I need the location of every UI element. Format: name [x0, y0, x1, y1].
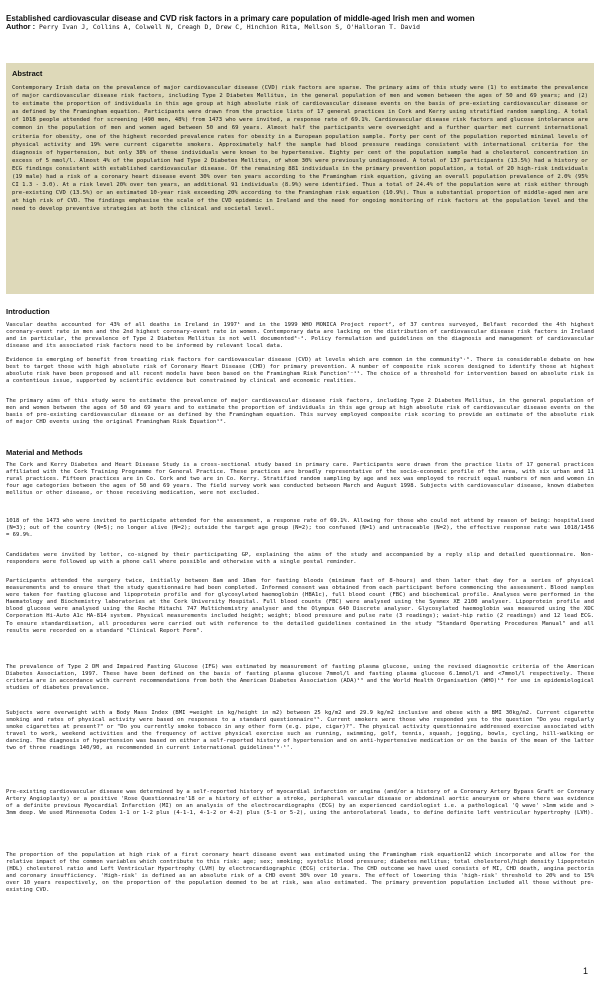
author-label: Author :	[6, 22, 36, 31]
intro-paragraph-2: Evidence is emerging of benefit from treating risk factors for cardiovascular disease (CVD) at levels which are common in the community⁵˒⁶. There is considerable debate on how best to target those with high absolute risk of Coronary Heart Disease (CHD) for primary prevention. A number of composite risk scores designed to identify those at highest absolute risk have been proposed and all recent models have been based on the Framingham Risk Function⁷⁻¹¹. The choice of a threshold for intervention based on absolute risk is a contentious issue, supported by scientific evidence but constrained by clinical and economic realities.	[6, 357, 594, 385]
page-number: 1	[582, 966, 588, 976]
methods-paragraph-6: Subjects were overweight with a Body Mass Index (BMI =weight in kg/height in m2) between 25 kg/m2 and 29.9 kg/m2 inclusive and obese with a BMI 30kg/m2. Current cigarette smoking and rates of physical activity were based on responses to a standard questionnaire¹⁵. Current smokers were those who responded yes to the question "Do you regularly smoke cigarettes at present?" or "Do you currently smoke tobacco in any other form (e.g. pipe, cigar)?". The physical activity questionnaire addressed exercise associated with travel to work, weekend activities and the frequency of active physical exercise such as running, swimming, golf, tennis, squash, jogging, bowls, cycling, hill-walking or dancing. The diagnosis of hypertension was based on either a self-reported history of hypertension and on anti-hypertensive medication or on the basis of the mean of the latter two of three readings 140/90, as recommended in current international guidelines¹⁶˒¹⁷.	[6, 710, 594, 752]
methods-paragraph-1: The Cork and Kerry Diabetes and Heart Disease Study is a cross-sectional study based in primary care. Participants were drawn from the practice lists of 17 general practices affiliated with the Cork Training Programme for General Practice. These practices are broadly representative of the socio-economic profile of the area, with six urban and 11 rural practices. Fifteen practices are in Co. Cork and two are in Co. Kerry. Stratified random sampling by age and sex was employed to recruit equal numbers of men and women in four age categories between the ages of 50 and 69 years. The field survey work was conducted between March and August 1998. Subjects with cardiovascular disease, known diabetes mellitus or other disease, or those receiving medication, were not excluded.	[6, 462, 594, 497]
introduction-heading: Introduction	[6, 307, 50, 316]
abstract-box	[6, 63, 594, 294]
abstract-text: Contemporary Irish data on the prevalence of major cardiovascular disease (CVD) risk factors are sparse. The primary aims of this study were (1) to estimate the prevalence of major cardiovascular disease risk factors, including Type 2 Diabetes Mellitus, in the general population of men and women between the ages of 50 and 69 years; and (2) to estimate the proportion of individuals in this age group at high absolute risk of cardiovascular disease events on the basis of pre-existing cardiovascular disease or as defined by the Framingham equation. Participants were drawn from the practice lists of 17 general practices in Cork and Kerry using stratified random sampling. A total of 1018 people attended for screening (490 men, 48%) from 1473 who were invited, a response rate of 69.1%. Cardiovascular disease risk factors and glucose intolerance are common in the population of men and women aged between 50 and 69 years. Almost half the participants were overweight and a further quarter met current international criteria for obesity, one of the highest recorded prevalence rates for obesity in a European population sample. Forty per cent of the population reported minimal levels of physical activity and 19% were current cigarette smokers. Approximately half the sample had blood pressure readings consistent with international criteria for the diagnosis of hypertension, but only 38% of these individuals were known to be hypertensive. Eighty per cent of the population sample had a cholesterol concentration in excess of 5 mmol/l. Almost 4% of the population had Type 2 Diabetes Mellitus, of whom 30% were previously undiagnosed. A total of 137 participants (13.5%) had a history or ECG findings consistent with established cardiovascular disease. Of the remaining 881 individuals in the primary prevention population, a total of 20 high-risk individuals (19 male) had a risk of a coronary heart disease event 30% over ten years according to the Framingham risk equation, giving an overall population prevalence of 2.0% (95% CI 1.3 - 3.0). At a risk level 20% over ten years, an additional 91 individuals (8.9%) were identified. Thus a total of 24.4% of the population were at risk either through pre-existing CVD (13.5%) or an estimated 10-year risk exceeding 20% according to the Framingham risk equation (10.9%). Thus a substantial proportion of middle-aged men are at high risk of CVD. The findings emphasise the scale of the CVD epidemic in Ireland and the need for ongoing monitoring of risk factors at the population level and the need to develop preventive strategies at both the clinical and societal level.	[12, 85, 588, 213]
intro-paragraph-1: Vascular deaths accounted for 43% of all deaths in Ireland in 1997¹ and in the 1999 WHO MONICA Project report², of 37 centres surveyed, Belfast recorded the 4th highest coronary-event rate in men and the 2nd highest coronary-event rate in women. Contemporary data are lacking on the distribution of cardiovascular disease risk factors in Ireland and in particular, the prevalence of Type 2 Diabetes Mellitus is not well documented³˒⁴. Policy formulation and guidelines on the diagnosis and management of cardiovascular disease and its associated risk factors need to be informed by relevant local data.	[6, 322, 594, 350]
methods-heading: Material and Methods	[6, 448, 83, 457]
paper-title: Established cardiovascular disease and CVD risk factors in a primary care population of middle-aged Irish men and women	[6, 14, 475, 23]
author-line	[6, 23, 594, 31]
methods-paragraph-5: The prevalence of Type 2 DM and Impaired Fasting Glucose (IFG) was estimated by measurement of fasting plasma glucose, using the revised diagnostic criteria of the American Diabetes Association, 1997. These have been defined on the basis of fasting plasma glucose 7mmol/l and fasting plasma glucose 6.1mmol/l and <7mmol/l respectively. These criteria are in accordance with current recommendations from both the American Diabetes Association (ADA)¹³ and the World Health Organisation (WHO)¹⁴ for use in epidemiological studies of diabetes prevalence.	[6, 664, 594, 692]
methods-paragraph-3: Candidates were invited by letter, co-signed by their participating GP, explaining the aims of the study and accompanied by a reply slip and detailed questionnaire. Non-responders were followed up with a phone call where possible and otherwise with a single postal reminder.	[6, 552, 594, 566]
intro-paragraph-3: The primary aims of this study were to estimate the prevalence of major cardiovascular disease risk factors, including Type 2 Diabetes Mellitus, in the general population of men and women between the ages of 50 and 69 years and to estimate the proportion of individuals in this age group at high absolute risk of cardiovascular disease events on the basis of pre-existing cardiovascular disease or as defined by the Framingham equation. This survey employed composite risk scoring to provide an estimate of the absolute risk of major CHD events using the original Framingham Risk Equation¹².	[6, 398, 594, 426]
author-list: Perry Ivan J, Collins A, Colwell N, Creagh D, Drew C, Hinchion Rita, Mellson S, O'Halloran T. David	[39, 23, 420, 31]
abstract-heading: Abstract	[12, 69, 43, 78]
methods-paragraph-8: The proportion of the population at high risk of a first coronary heart disease event was estimated using the Framingham risk equation12 which incorporate and allow for the relative impact of the common variables which contribute to this risk: age; sex; smoking; systolic blood pressure; diabetes mellitus; total cholesterol/high density lipoprotein (HDL) cholesterol ratio and Left Ventricular Hypertrophy (LVH) by electrocardiographic (ECG) criteria. The CHD outcome we have used consists of MI, CHD death, angina pectoris and coronary insufficiency. 'High-risk' is defined as an absolute risk of a CHD event 30% over 10 years. The effect of lowering this 'high-risk' threshold to 20% and to 15% over 10 years respectively, on the proportion of the population deemed to be at risk, was also estimated. The primary prevention population included all those without pre-existing CVD.	[6, 852, 594, 894]
methods-paragraph-2: 1018 of the 1473 who were invited to participate attended for the assessment, a response rate of 69.1%. Allowing for those who could not attend by reason of being: hospitalised (N=3); out of the country (N=5); no longer alive (N=2); outside the target age group (N=2); too confused (N=1) and untraceable (N=2), the effective response rate was 1018/1456 = 69.9%.	[6, 518, 594, 539]
methods-paragraph-7: Pre-existing cardiovascular disease was determined by a self-reported history of myocardial infarction or angina (and/or a history of a Coronary Artery Bypass Graft or Coronary Artery Angioplasty) or a positive 'Rose Questionnaire'18 or a history of either a stroke, peripheral vascular disease or abdominal aortic aneurysm or where there was evidence of a definite previous Myocardial Infarction (MI) on an analysis of the electrocardiographs (ECG) by an experienced cardiologist i.e. a pathological 'Q wave' >1mm wide and > 3mm deep. We used Minnesota Codes 1-1 or 1-2 plus (4-1-1, 4-1-2 or 4-2) plus (5-1 or 5-2), using the anterolateral leads, to define definite left ventricular hypertrophy (LVH).	[6, 789, 594, 817]
methods-paragraph-4: Participants attended the surgery twice, initially between 8am and 10am for fasting bloods (minimum fast of 8-hours) and then later that day for a series of physical measurements and to ensure that the study questionnaire had been completed. Informed consent was obtained from each participant before commencing the assessment. Blood samples were taken for fasting glucose and lipoprotein profile and for glycosylated haemoglobin (HBA1c), full blood count (FBC) and biochemical profile. Analyses were performed in the Haematology and Biochemistry laboratories at the Cork University Hospital. Full blood counts (FBC) were analysed using the Sysmex XE 2100 analyser. Lipoprotein profile and blood glucose were analysed using the Roche Hitachi 747 Multichemistry analyser and the Olympus 640 Discrete analyser. Glycosylated haemoglobin was measured using the XDC Corporation Hi-Auto A1c HA-814 system. Physical measurements included height; weight; blood pressure and pulse rate (3 readings); waist-hip ratio (2 readings) and 12 lead ECG. To ensure standardisation, all procedures were carried out with reference to the detailed guidelines contained in the study "Standard Operating Procedures Manual" and all results were recorded on a standard "Clinical Report Form".	[6, 578, 594, 634]
